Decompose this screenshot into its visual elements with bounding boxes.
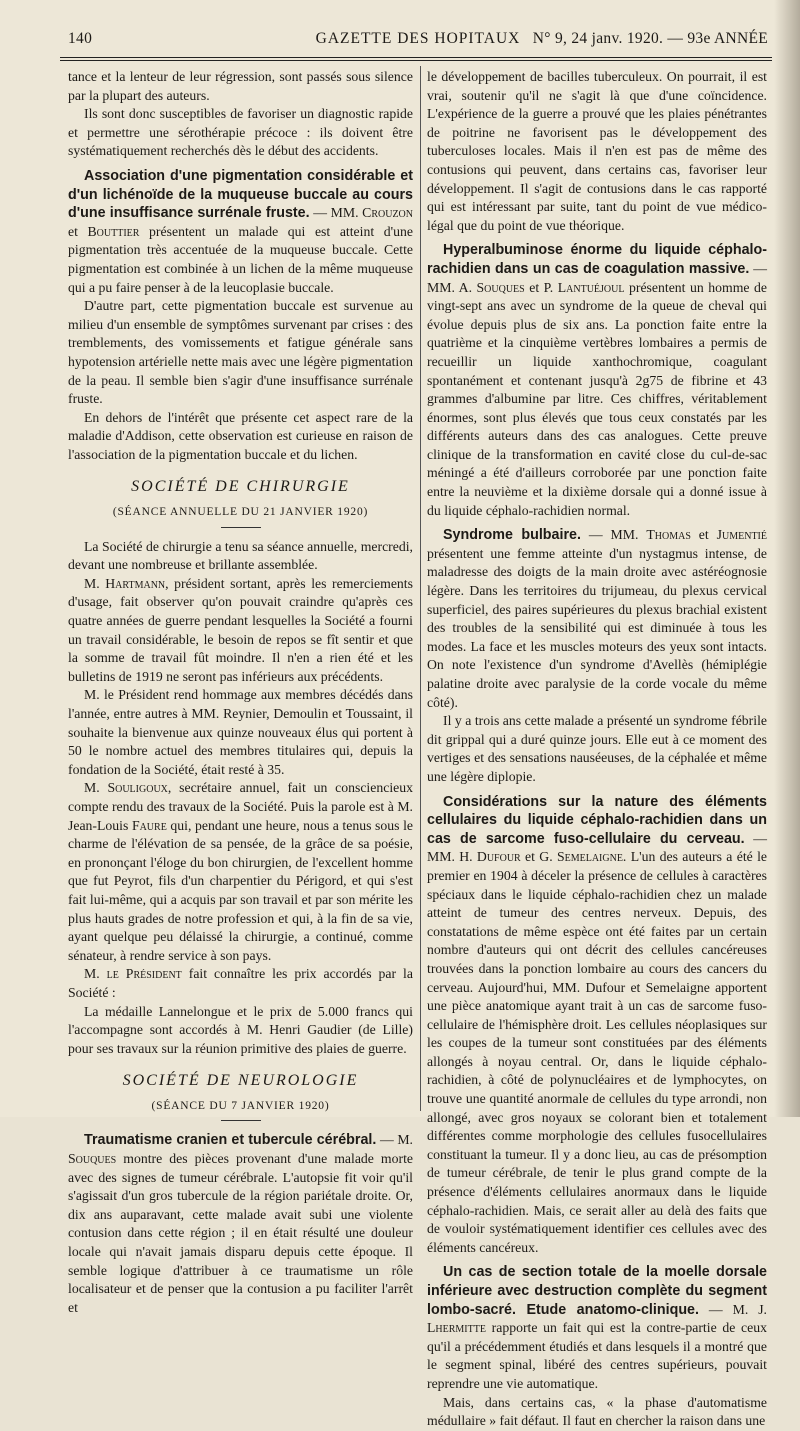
short-rule xyxy=(221,1120,261,1121)
author: Bouttier xyxy=(87,223,140,239)
paragraph: Mais, dans certains cas, « la phase d'automatisme médullaire » fait défaut. Il faut en chercher la raison dans une xyxy=(427,1394,767,1429)
article-title: Considérations sur la nature des éléments cellulaires du liquide céphalo-rachidien dans un cas de sarcome fuso-cellulaire du cerveau. xyxy=(427,793,767,847)
author: Lantuéjoul xyxy=(557,279,625,295)
issue-info: N° 9, 24 janv. 1920. — 93e ANNÉE xyxy=(532,30,768,47)
paragraph: Il y a trois ans cette malade a présenté un syndrome fébrile dit grippal qui a duré quinze jours. Elle eut à ce moment des vertiges et des sensations nauséeuses, de la céphalée et même une légère diplopie. xyxy=(427,713,767,784)
short-rule xyxy=(221,527,261,528)
author: Souques xyxy=(68,1151,117,1167)
left-column xyxy=(68,68,413,1315)
paragraph: D'autre part, cette pigmentation buccale est survenue au milieu d'un ensemble de symptômes survenant par crises : des tremblements, des vomissements et fatigue générale sans hypotension artérielle nette mais avec une légère pigmentation de la peau. Il semble bien s'agir d'une insuffisance surrénale fruste. xyxy=(68,298,413,407)
person-name: Hartmann xyxy=(105,575,166,591)
header-rule xyxy=(60,57,772,61)
paragraph: La Société de chirurgie a tenu sa séance annuelle, mercredi, devant une nombreuse et brillante assemblée. xyxy=(68,538,413,573)
paragraph: le développement de bacilles tuberculeux. On pourrait, il est vrai, soutenir qu'il ne s'agit là que d'une coïncidence. L'expérience de la guerre a prouvé que les plaies pénétrantes de poitrine ne favorisent pas le développement des tuberculoses locales. Mais il n'en est pas de même des contusions qui peuvent, dans certains cas, favoriser leur développement. Il s'agit de contusions dans le cas rapporté qui est intéressant par suite, tant du point de vue médico-légal que du point de vue théorique. xyxy=(427,69,767,233)
article-syndrome-bulbaire: Syndrome bulbaire. — MM. Thomas et Jumentié présentent une femme atteinte d'un nystagmus intense, de maladresse des doigts de la main droite avec astéréognosie légère. Dans les territoires du trijumeau, du plexus cervical superficiel, des paires supérieures du plexus brachial existent des troubles de la sensibilité qui est diminuée à tous les modes. La face et les muscles moteurs des yeux sont intacts. On note l'existence d'un syndrome d'Avellès (hémiplégie palatine droite avec paralysie de la corde vocale du même côté). xyxy=(427,527,767,710)
author: Semelaigne. xyxy=(556,849,627,865)
paragraph: tance et la lenteur de leur régression, sont passés sous silence par la plupart des auteurs. xyxy=(68,69,413,103)
author: Crouzon xyxy=(362,205,413,221)
section-title-neurologie: SOCIÉTÉ DE NEUROLOGIE xyxy=(122,1072,359,1090)
author: Souques xyxy=(476,279,525,295)
paragraph: M. Hartmann, président sortant, après les remerciements d'usage, fait observer qu'on pouvait craindre qu'après ces quatre années de guerre pendant lesquelles la Société a fourni un travail considérable, le besoin de repos se fît sentir et que la somme de travail fût moindre. Il n'en a rien été et les bulletins de 1919 ne seront pas inférieurs aux précédents. xyxy=(68,575,413,684)
person-name: Faure xyxy=(131,817,167,833)
article-title: Hyperalbuminose énorme du liquide céphalo-rachidien dans un cas de coagulation massive. xyxy=(427,242,767,277)
page-number: 140 xyxy=(68,30,93,47)
article-title: Traumatisme cranien et tubercule cérébral. xyxy=(84,1132,377,1149)
article-title: Un cas de section totale de la moelle dorsale inférieure avec destruction complète du segment lombo-sacré. Etude anatomo-clinique. xyxy=(427,1264,767,1318)
paragraph: En dehors de l'intérêt que présente cet aspect rare de la maladie d'Addison, cette observation est curieuse en raison de l'association de la pigmentation buccale et du lichen. xyxy=(68,409,413,462)
paragraph: M. le Président fait connaître les prix accordés par la Société : xyxy=(68,966,413,1000)
article-title: Syndrome bulbaire. xyxy=(443,527,581,544)
article-addison: Association d'une pigmentation considérable et d'un lichénoïde de la muqueuse buccale au cours d'une insuffisance surrénale fruste. — MM. Crouzon et Bouttier présentent un malade qui est atteint d'une pigmentation très accentuée de la muqueuse buccale. Cette pigmentation est combinée à un lichen de la même muqueuse qui a pu faire penser à de la leucoplasie buccale. xyxy=(68,167,413,295)
column-separator xyxy=(420,66,421,1111)
seance-date: (SÉANCE ANNUELLE DU 21 JANVIER 1920) xyxy=(112,506,369,519)
author: Lhermitte xyxy=(427,1320,486,1336)
seance-date: (SÉANCE DU 7 JANVIER 1920) xyxy=(151,1099,330,1112)
article-hyperalbuminose: Hyperalbuminose énorme du liquide céphalo-rachidien dans un cas de coagulation massive. — MM. A. Souques et P. Lantuéjoul présentent un homme de vingt-sept ans avec un syndrome de la queue de cheval qui évolue depuis plus de six ans. La ponction faite entre la quatrième et la cinquième vertèbres lombaires a permis de recueillir un liquide xanthochromique, coagulant spontanément et contenant jusqu'à 2g75 de fibrine et 43 grammes d'albumine par litre. Ces chiffres, véritablement énormes, sont plus élevés que tous ceux constatés par les différents auteurs dans des cas analogues. Cette preuve clinique de la transformation en cavité close du cul-de-sac méningé a été d'ailleurs corroborée par une ponction faite entre la neuvième et la dixième dorsale qui a donné issue à du liquide céphalo-rachidien normal. xyxy=(427,242,768,518)
journal-title: GAZETTE DES HOPITAUX xyxy=(315,30,521,47)
article-section-moelle: Un cas de section totale de la moelle dorsale inférieure avec destruction complète du segment lombo-sacré. Etude anatomo-clinique. — M. J. Lhermitte rapporte un fait qui est la contre-partie de ceux qu'il a précédemment étudiés et dans lesquels il a montré que le segment spinal, libéré des centres supérieurs, pouvait reprendre une vie automatique. xyxy=(427,1264,767,1391)
author: Jumentié xyxy=(716,527,767,543)
person-name: le Président xyxy=(106,966,182,982)
article-sarcome: Considérations sur la nature des éléments cellulaires du liquide céphalo-rachidien dans un cas de sarcome fuso-cellulaire du cerveau. — MM. H. Dufour et G. Semelaigne. L'un des auteurs a été le premier en 1904 à déceler la présence de cellules à caractères spéciaux dans le liquide céphalo-rachidien chez un malade atteint de tumeur des centres nerveux. Depuis, des constatations de même espèce ont été faites par un certain nombre d'auteurs qui ont décrit des cellules cancéreuses trouvées dans la ponction lombaire au cours des cancers du cerveau. Aujourd'hui, MM. Dufour et Semelaigne apportent une pièce anatomique ayant trait à un cas de sarcome fuso-cellulaire de l'hémisphère droit. Les cellules néoplasiques sur les coupes de la tumeur sont constituées par des éléments allongés à noyau central. Or, dans le liquide céphalo-rachidien, à côté de polynucléaires et de lymphocytes, on trouve une quantité anormale de cellules du type arrondi, non allongé, avec gros noyaux se colorant bien et totalement différentes comme morphologie des cellules fusocellulaires constituant la tumeur. Il y a donc lieu, au cas de présomption de tumeur cérébrale, de tenir le plus grand compte de la présence d'éléments cellulaires anormaux dans le liquide céphalo-rachidien. Mais, ce serait aller au delà des faits que de vouloir systématiquement identifier ces cellules avec des éléments cancéreux. xyxy=(427,793,768,1255)
paragraph: M. Souligoux, secrétaire annuel, fait un consciencieux compte rendu des travaux de la Société. Puis la parole est à M. Jean-Louis Faure qui, pendant une heure, nous a tenus sous le charme de l'élévation de sa pensée, de la grâce de sa poésie, en prononçant l'éloge du bon chirurgien, de l'excellent homme que fut Peyrot, fils d'un charpentier du Périgord, et qui s'est fait lui-même, qui a acquis par son travail et par son mérite les plus hauts grades de notre profession et qui, à la fin de sa vie, ayant quelque peu délaissé la chirurgie, a continué, comme sénateur, à rendre service à son pays. xyxy=(68,780,413,963)
paragraph: M. le Président rend hommage aux membres décédés dans l'année, entre autres à MM. Reynier, Demoulin et Toussaint, il souhaite la bienvenue aux quinze nouveaux élus qui portent à 50 le nombre actuel des membres titulaires qui, depuis la fondation de la Société, était resté à 35. xyxy=(68,687,413,777)
person-name: Souligoux xyxy=(107,780,168,796)
author: Dufour xyxy=(476,849,521,865)
paragraph: La médaille Lannelongue et le prix de 5.000 francs qui l'accompagne sont accordés à M. Henri Gaudier (de Lille) pour ses travaux sur la réunion primitive des plaies de guerre. xyxy=(68,1003,413,1056)
author: Thomas xyxy=(646,527,691,543)
right-column xyxy=(427,68,768,1429)
running-header xyxy=(68,30,768,52)
article-traumatisme: Traumatisme cranien et tubercule cérébral. — M. Souques montre des pièces provenant d'une malade morte avec des signes de tumeur cérébrale. L'autopsie fit voir qu'il s'agissait d'un gros tubercule de la région pariétale droite. Or, dix ans auparavant, cette malade avait subi une violente contusion dans cette région ; il en était résulté une douleur locale qui n'avait jamais disparu depuis cette époque. Il semble logique d'attribuer à ce traumatisme un rôle localisateur et de penser que la contusion a pu faciliter l'arrêt et xyxy=(68,1132,413,1315)
page-edge-shadow xyxy=(774,0,800,1117)
article-title: Association d'une pigmentation considérable et d'un lichénoïde de la muqueuse buccale au cours d'une insuffisance surrénale fruste. xyxy=(68,167,413,222)
paragraph: Ils sont donc susceptibles de favoriser un diagnostic rapide et permettre une sérothérapie précoce : ils doivent être systématiquement recherchés dès le début des accidents. xyxy=(68,106,413,159)
section-title-chirurgie: SOCIÉTÉ DE CHIRURGIE xyxy=(131,478,350,496)
